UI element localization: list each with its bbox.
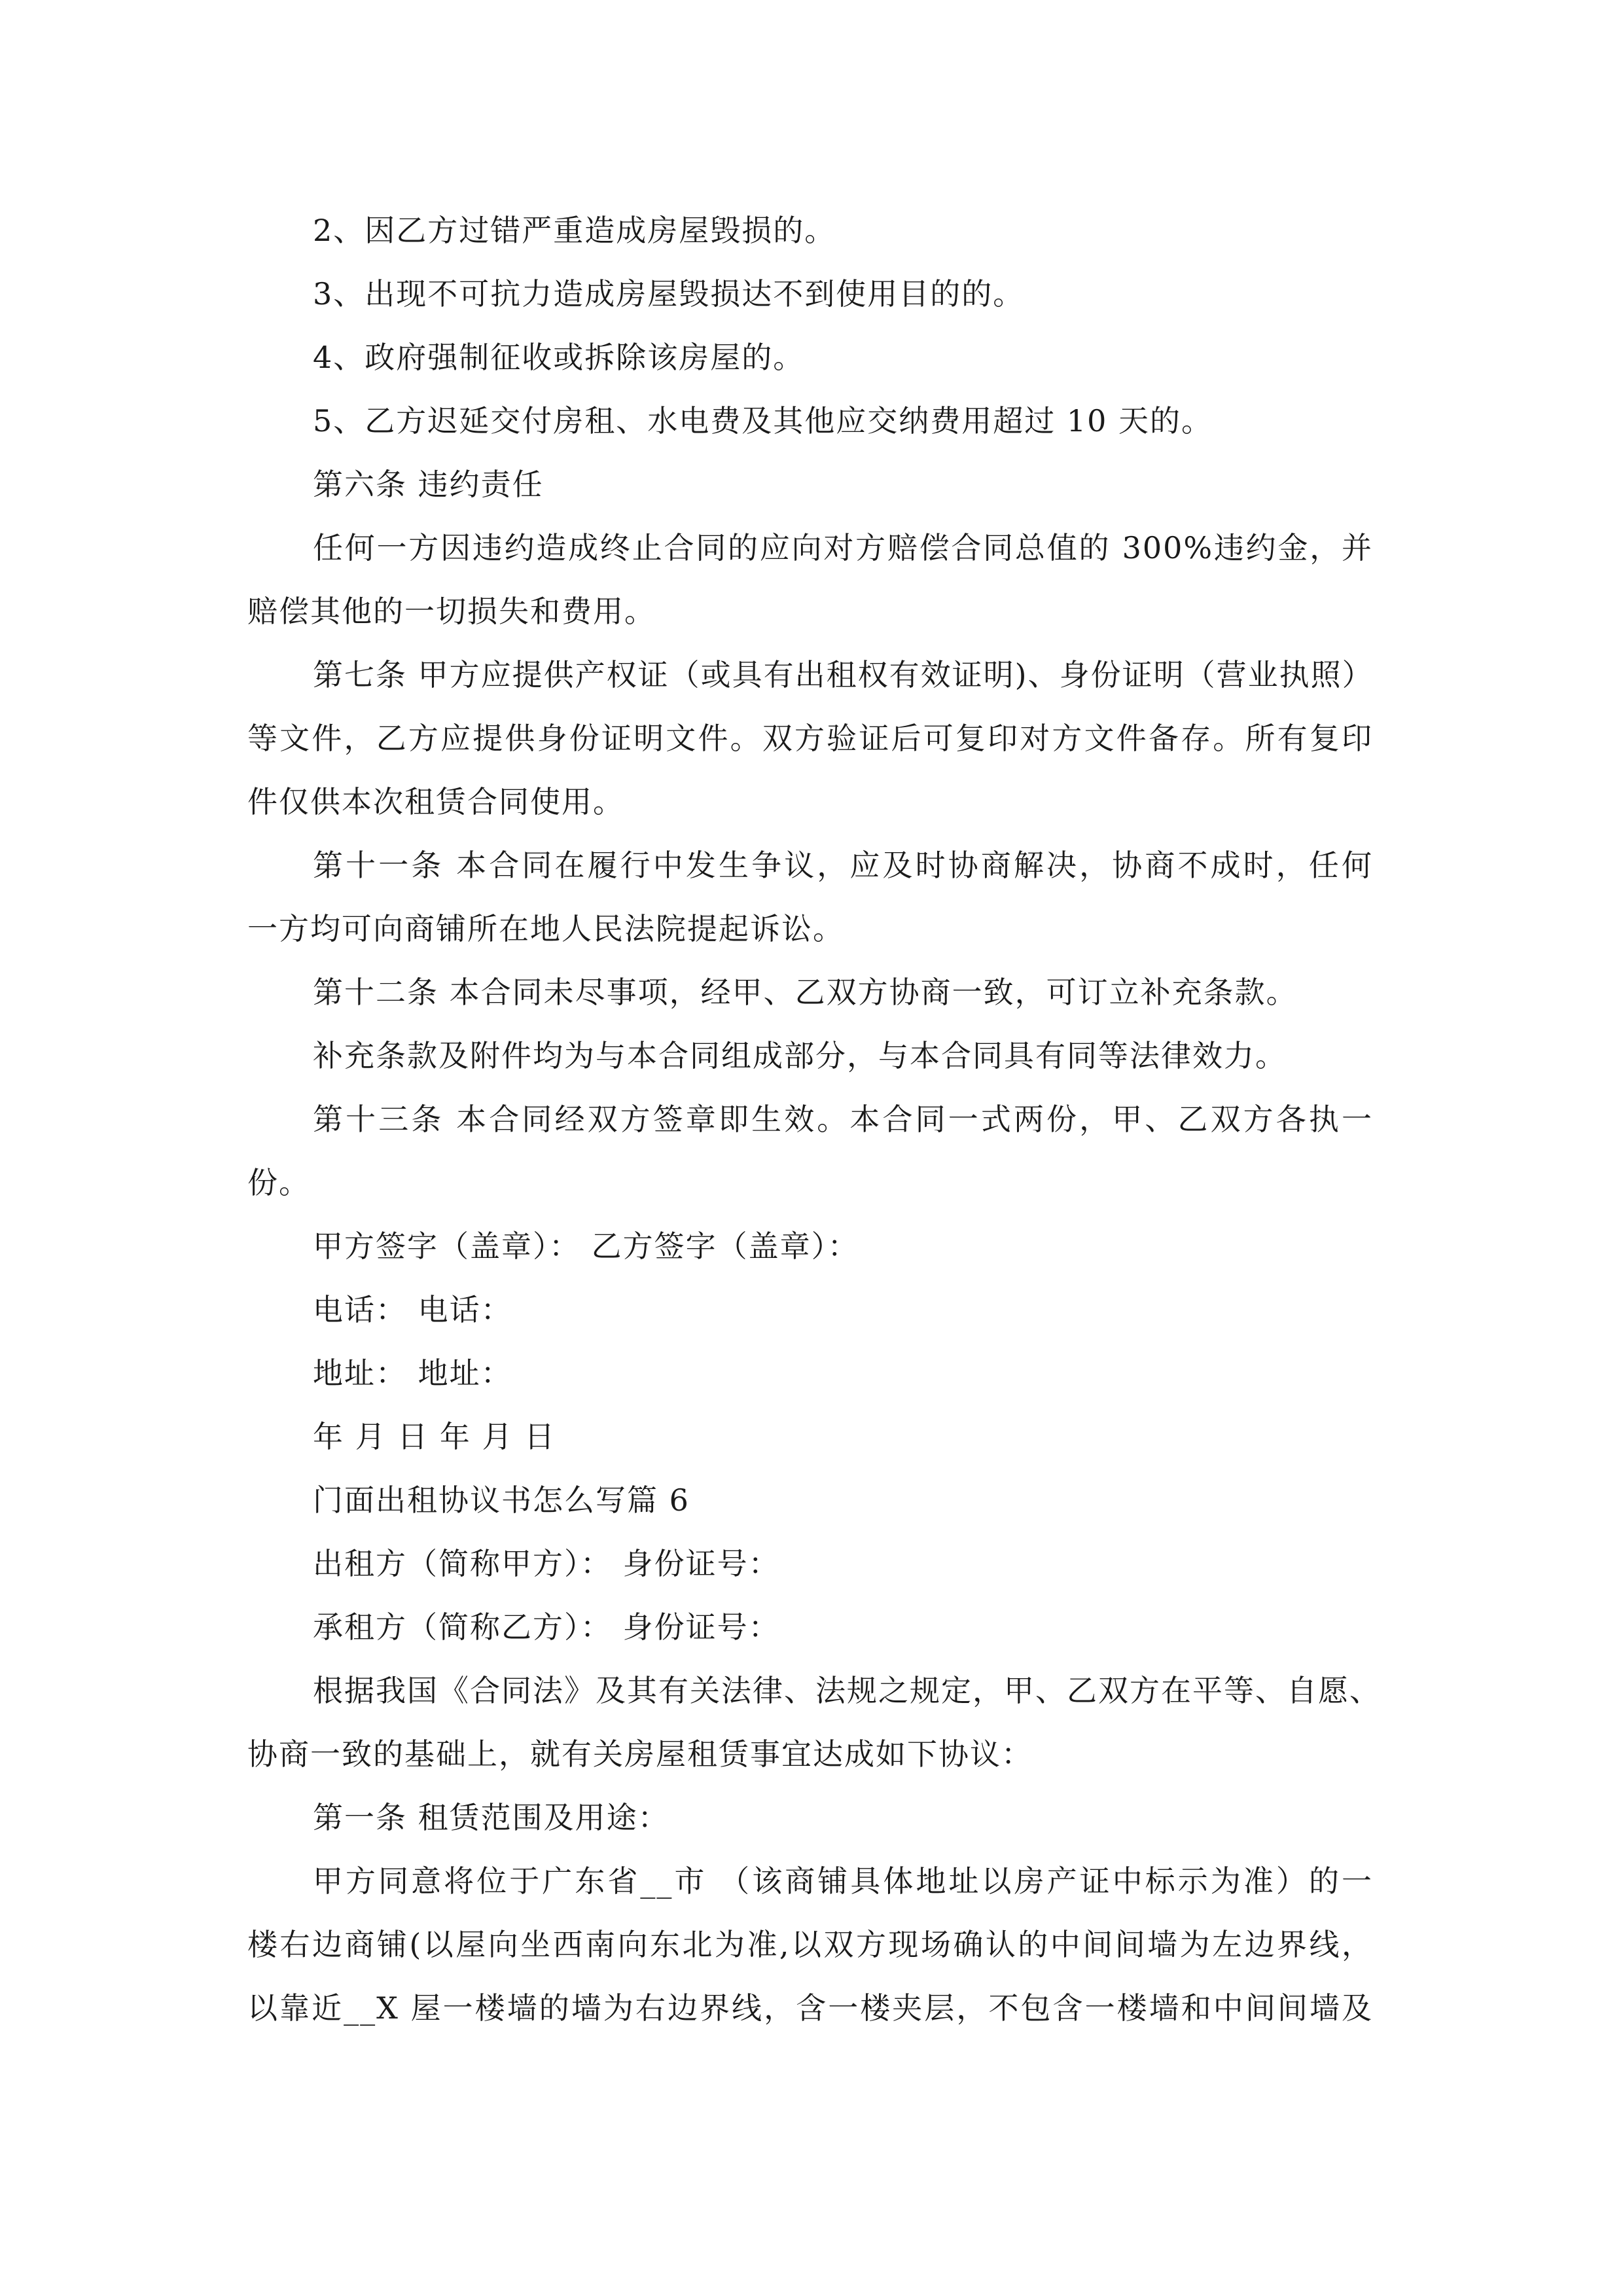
section-title: 门面出租协议书怎么写篇 6 (313, 1482, 690, 1518)
text-line: 3、出现不可抗力造成房屋毁损达不到使用目的的。 (313, 276, 1025, 312)
text-line: 任何一方因违约造成终止合同的应向对方赔偿合同总值的 300%违约金，并 (313, 530, 1373, 565)
text-line: 以靠近__X 屋一楼墙的墙为右边界线，含一楼夹层，不包含一楼墙和中间间墙及 (247, 1990, 1373, 2026)
text-line: 第七条 甲方应提供产权证（或具有出租权有效证明)、身份证明（营业执照） (313, 657, 1374, 692)
text-line: 第十二条 本合同未尽事项，经甲、乙双方协商一致，可订立补充条款。 (313, 975, 1298, 1010)
text-line: 赔偿其他的一切损失和费用。 (247, 594, 656, 629)
text-line: 5、乙方迟延交付房租、水电费及其他应交纳费用超过 10 天的。 (313, 403, 1213, 439)
party-a-line: 出租方（简称甲方）： 身份证号： (313, 1546, 780, 1581)
signature-line: 甲方签字（盖章）： 乙方签字（盖章）： (313, 1229, 859, 1264)
phone-line: 电话： 电话： (313, 1292, 512, 1327)
section-heading: 第一条 租赁范围及用途： (313, 1800, 669, 1835)
text-line: 根据我国《合同法》及其有关法律、法规之规定，甲、乙双方在平等、自愿、 (313, 1673, 1381, 1708)
text-line: 第十一条 本合同在履行中发生争议，应及时协商解决，协商不成时，任何 (313, 848, 1373, 883)
text-line: 第十三条 本合同经双方签章即生效。本合同一式两份，甲、乙双方各执一 (313, 1102, 1373, 1137)
text-line: 补充条款及附件均为与本合同组成部分，与本合同具有同等法律效力。 (313, 1038, 1287, 1073)
text-line: 2、因乙方过错严重造成房屋毁损的。 (313, 213, 836, 248)
text-line: 等文件，乙方应提供身份证明文件。双方验证后可复印对方文件备存。所有复印 (247, 721, 1373, 756)
text-line: 协商一致的基础上，就有关房屋租赁事宜达成如下协议： (247, 1736, 1033, 1772)
address-line: 地址： 地址： (313, 1355, 512, 1391)
text-line: 件仅供本次租赁合同使用。 (247, 784, 624, 819)
party-b-line: 承租方（简称乙方）： 身份证号： (313, 1609, 780, 1645)
section-heading: 第六条 违约责任 (313, 467, 544, 502)
text-line: 一方均可向商铺所在地人民法院提起诉讼。 (247, 911, 844, 946)
date-line: 年 月 日 年 月 日 (313, 1419, 556, 1454)
text-line: 楼右边商铺(以屋向坐西南向东北为准,以双方现场确认的中间间墙为左边界线， (247, 1927, 1373, 1962)
text-line: 甲方同意将位于广东省__市 （该商铺具体地址以房产证中标示为准）的一 (313, 1863, 1373, 1899)
text-line: 4、政府强制征收或拆除该房屋的。 (313, 340, 805, 375)
text-line: 份。 (247, 1165, 310, 1200)
